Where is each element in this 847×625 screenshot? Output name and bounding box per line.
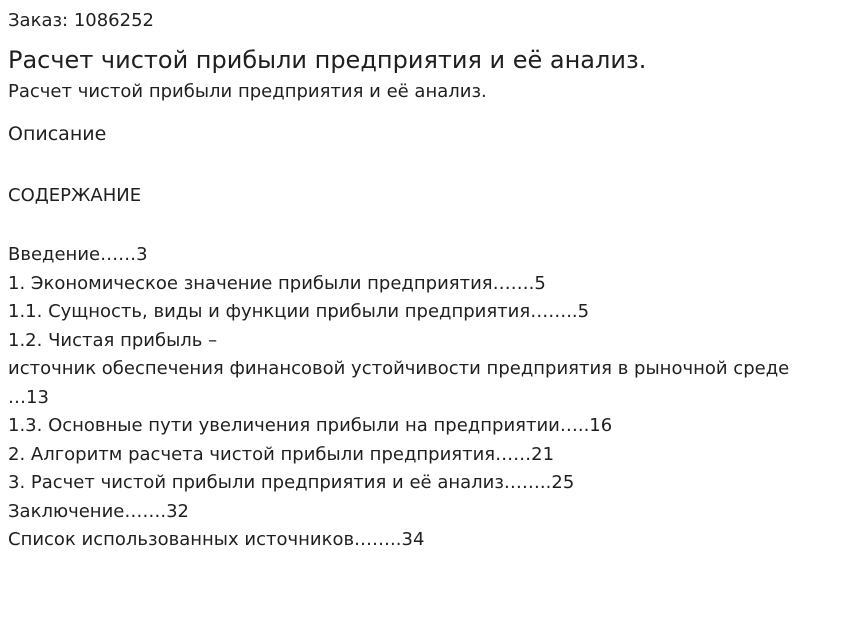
toc-line: …13 xyxy=(8,386,49,408)
toc-heading: СОДЕРЖАНИЕ xyxy=(8,185,142,206)
toc-line: Заключение…….32 xyxy=(8,500,189,522)
table-of-contents xyxy=(8,241,839,555)
toc-line: 1.2. Чистая прибыль – xyxy=(8,329,218,351)
order-number: Заказ: 1086252 xyxy=(8,10,154,31)
toc-line: Список использованных источников……..34 xyxy=(8,529,425,550)
page-subtitle: Расчет чистой прибыли предприятия и её анализ. xyxy=(8,81,487,102)
toc-line: 3. Расчет чистой прибыли предприятия и её анализ……..25 xyxy=(8,472,575,493)
page-title: Расчет чистой прибыли предприятия и её анализ. xyxy=(8,46,647,74)
toc-line: источник обеспечения финансовой устойчивости предприятия в рыночной среде xyxy=(8,358,790,379)
toc-line: 1.1. Сущность, виды и функции прибыли предприятия……..5 xyxy=(8,301,590,322)
toc-line: 1.3. Основные пути увеличения прибыли на предприятии…..16 xyxy=(8,415,613,436)
toc-line: 2. Алгоритм расчета чистой прибыли предприятия……21 xyxy=(8,443,555,465)
toc-line: 1. Экономическое значение прибыли предприятия…….5 xyxy=(8,272,546,294)
description-heading: Описание xyxy=(8,123,107,145)
toc-line: Введение……3 xyxy=(8,244,148,265)
